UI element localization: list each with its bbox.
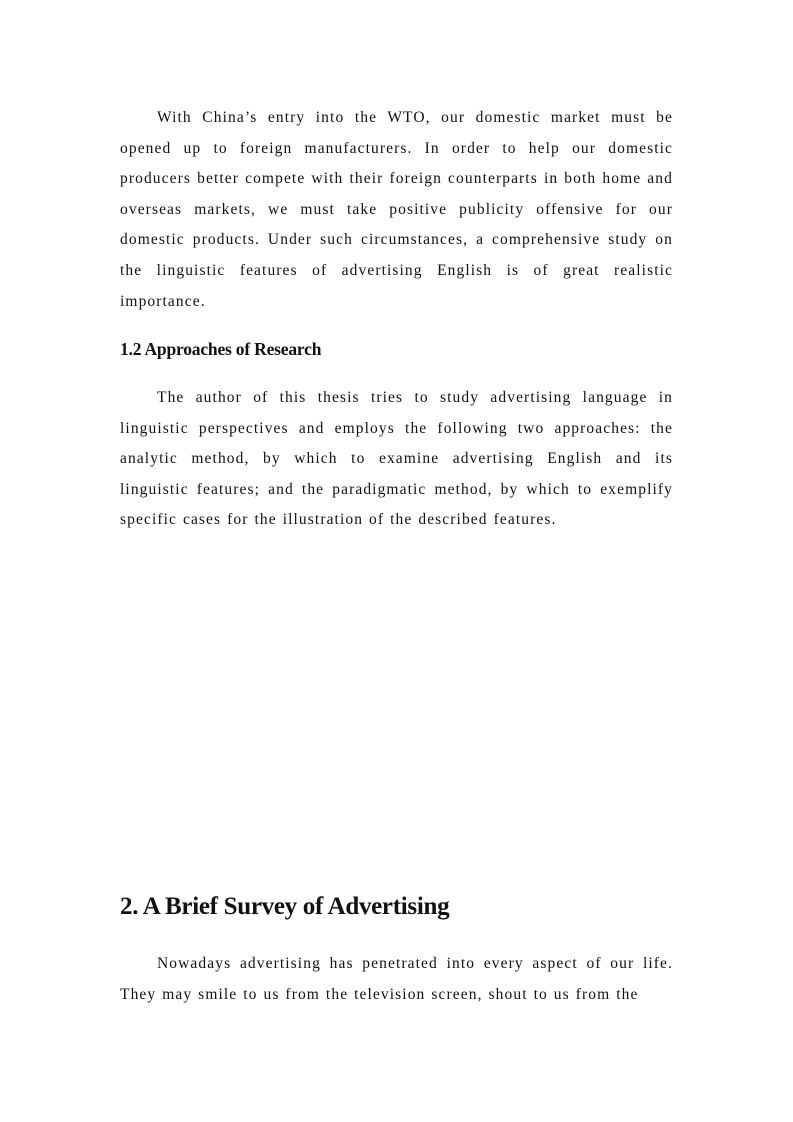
chapter-heading: 2. A Brief Survey of Advertising [120,893,450,920]
body-paragraph: The author of this thesis tries to study advertising language in linguistic perspectives and employs the following two approaches: the analytic method, by which to examine advertising English and its linguistic features; and the paradigmatic method, by which to exemplify specific cases for the illustration of the described features. [120,389,673,529]
section-heading: 1.2 Approaches of Research [120,339,322,359]
body-paragraph: With China’s entry into the WTO, our domestic market must be opened up to foreign manufacturers. In order to help our domestic producers better compete with their foreign counterparts in both home and overseas markets, we must take positive publicity offensive for our domestic products. Under such circumstances, a comprehensive study on the linguistic features of advertising English is of great realistic importance. [120,109,673,310]
body-paragraph: Nowadays advertising has penetrated into every aspect of our life. They may smile to us from the television screen, shout to us from the [120,955,673,1003]
